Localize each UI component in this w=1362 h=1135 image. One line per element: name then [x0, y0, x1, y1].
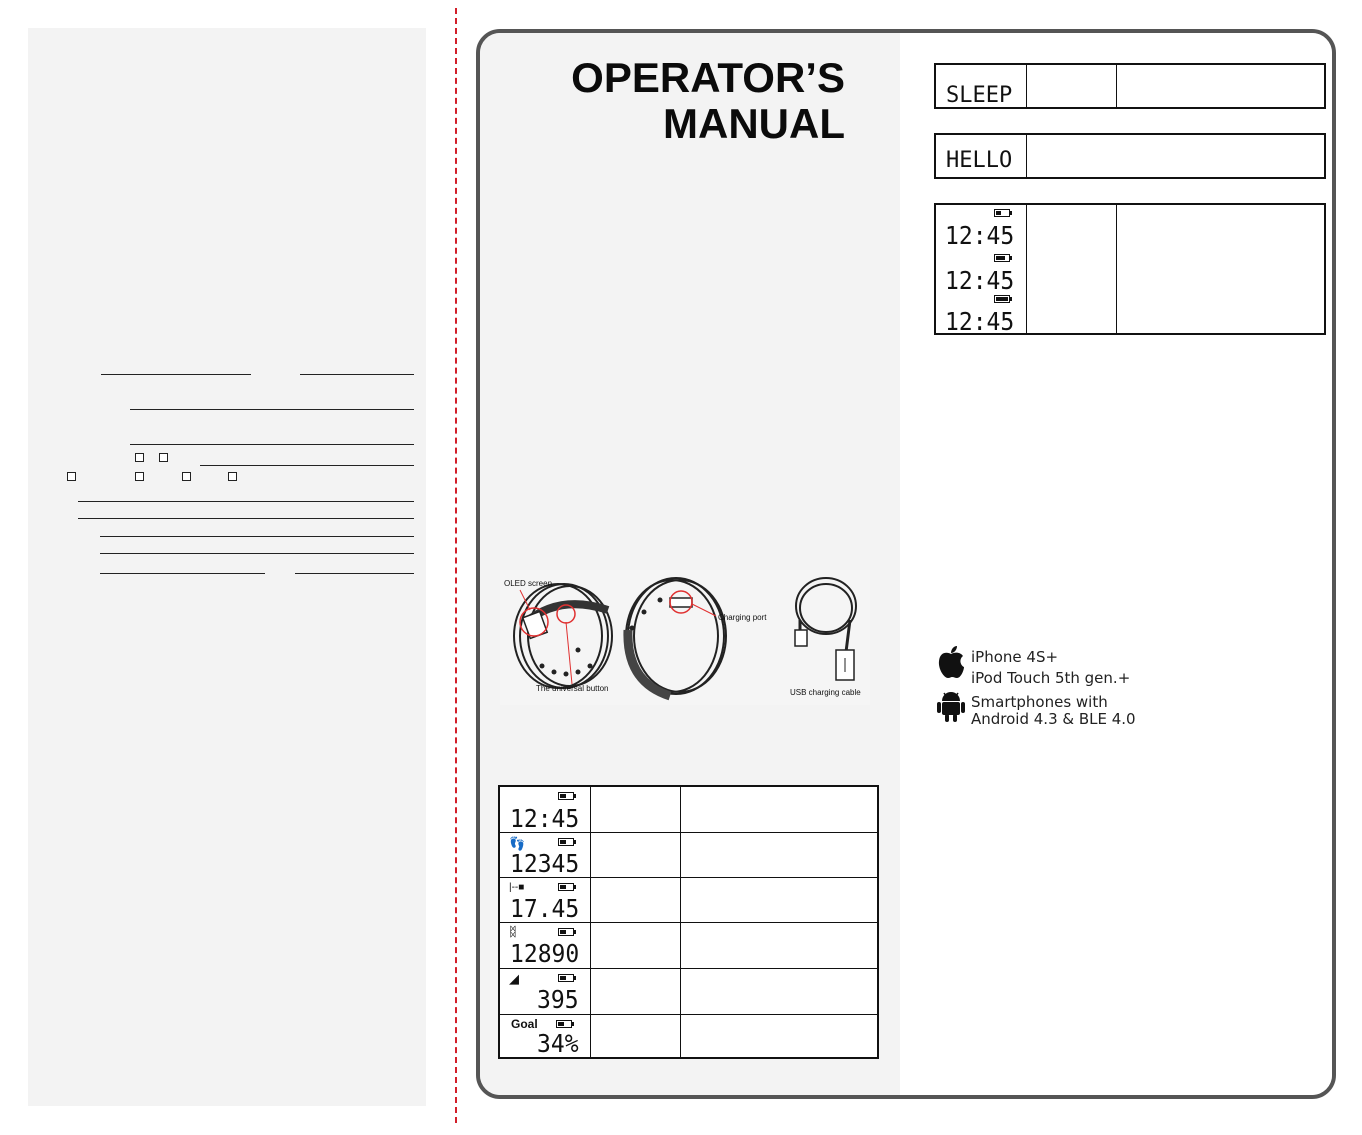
flame-icon: ᛥ — [509, 924, 517, 939]
checkbox[interactable] — [159, 453, 168, 462]
clock-display: 12:45 — [510, 804, 580, 833]
form-line[interactable] — [200, 465, 414, 466]
apple-icon — [936, 645, 966, 679]
activity-display: 395 — [537, 985, 579, 1014]
battery-levels-table — [934, 203, 1326, 335]
device-illustration — [500, 570, 870, 705]
compatibility-box — [936, 641, 1136, 728]
steps-display: 12345 — [510, 849, 580, 878]
ios-device-line2: iPod Touch 5th gen.+ — [971, 669, 1131, 687]
android-device-line1: Smartphones with — [971, 693, 1108, 711]
display-modes-table — [498, 785, 879, 1059]
universal-button-label: The universal button — [536, 684, 609, 693]
manual-title-line1: OPERATOR’S — [571, 54, 845, 101]
form-line[interactable] — [78, 501, 414, 502]
distance-icon: |--■ — [509, 882, 525, 893]
calories-display: 12890 — [510, 939, 580, 968]
table-row — [500, 969, 877, 1015]
form-line[interactable] — [101, 374, 251, 375]
usb-cable-label: USB charging cable — [790, 688, 861, 697]
oled-screen-label: OLED screen — [504, 579, 553, 588]
android-icon — [936, 689, 966, 723]
booklet-inner-page — [926, 33, 1332, 1095]
cut-line — [455, 8, 457, 1123]
checkbox[interactable] — [135, 453, 144, 462]
battery-mid-display: 12:45 — [945, 266, 1015, 295]
form-line[interactable] — [78, 518, 414, 519]
footsteps-icon: 👣 — [509, 836, 526, 851]
table-row — [500, 787, 877, 833]
battery-full-display: 12:45 — [945, 307, 1015, 336]
table-row — [500, 1015, 877, 1059]
form-line[interactable] — [295, 573, 414, 574]
form-line[interactable] — [300, 374, 414, 375]
sleep-screen-table — [934, 63, 1326, 109]
warranty-form-panel — [28, 28, 426, 1106]
checkbox[interactable] — [67, 472, 76, 481]
distance-display: 17.45 — [510, 894, 580, 923]
charging-port-label: Charging port — [718, 613, 767, 622]
table-row — [500, 923, 877, 969]
ios-device-line1: iPhone 4S+ — [971, 648, 1059, 666]
table-row — [500, 878, 877, 923]
battery-low-display: 12:45 — [945, 221, 1015, 250]
hello-screen-table — [934, 133, 1326, 179]
form-line[interactable] — [130, 444, 414, 445]
hello-display: HELLO — [946, 148, 1013, 173]
manual-title-line2: MANUAL — [663, 100, 845, 147]
sleep-display: SLEEP — [946, 83, 1013, 108]
checkbox[interactable] — [135, 472, 144, 481]
checkbox[interactable] — [228, 472, 237, 481]
form-line[interactable] — [130, 409, 414, 410]
goal-display: 34% — [537, 1029, 579, 1058]
checkbox[interactable] — [182, 472, 191, 481]
form-line[interactable] — [100, 553, 414, 554]
sneaker-icon: ◢ — [509, 971, 519, 986]
goal-label: Goal — [511, 1017, 538, 1031]
android-device-line2: Android 4.3 & BLE 4.0 — [971, 710, 1136, 728]
form-line[interactable] — [100, 573, 265, 574]
table-row — [500, 833, 877, 878]
form-line[interactable] — [100, 536, 414, 537]
